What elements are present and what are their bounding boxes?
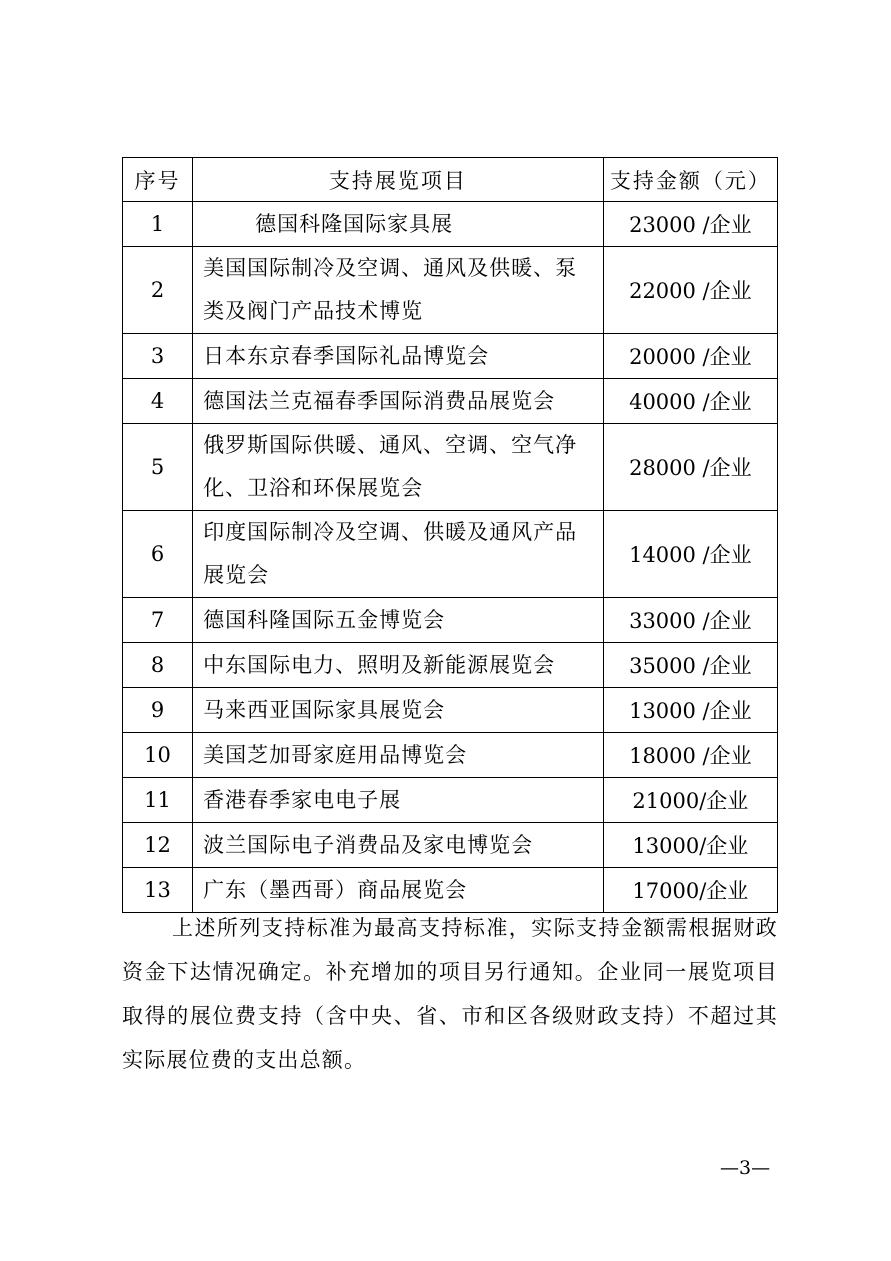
- support-amount: 40000 /企业: [603, 379, 777, 424]
- support-amount: 21000/企业: [603, 778, 777, 823]
- table-row: [123, 334, 778, 379]
- project-name: 美国芝加哥家庭用品博览会: [193, 733, 604, 778]
- table-row: [123, 202, 778, 247]
- table-row: [123, 424, 778, 511]
- support-amount: 14000 /企业: [603, 511, 777, 598]
- table-row: [123, 511, 778, 598]
- row-number: 7: [123, 598, 193, 643]
- row-number: 8: [123, 643, 193, 688]
- explanatory-note: 上述所列支持标准为最高支持标准，实际支持金额需根据财政资金下达情况确定。补充增加的项目另行通知。企业同一展览项目取得的展位费支持（含中央、省、市和区各级财政支持）不超过其实际展位费的支出总额。: [122, 916, 778, 1072]
- table-row: [123, 823, 778, 868]
- support-amount: 18000 /企业: [603, 733, 777, 778]
- row-number: 4: [123, 379, 193, 424]
- row-number: 10: [123, 733, 193, 778]
- table-row: [123, 688, 778, 733]
- support-amount: 17000/企业: [603, 868, 777, 913]
- project-name: 马来西亚国际家具展览会: [193, 688, 604, 733]
- table-row: [123, 247, 778, 334]
- support-amount: 33000 /企业: [603, 598, 777, 643]
- row-number: 5: [123, 424, 193, 511]
- support-amount: 13000/企业: [603, 823, 777, 868]
- project-name: 德国科隆国际五金博览会: [193, 598, 604, 643]
- support-amount: 35000 /企业: [603, 643, 777, 688]
- support-amount: 20000 /企业: [603, 334, 777, 379]
- table-row: [123, 643, 778, 688]
- support-table: [122, 157, 778, 913]
- row-number: 13: [123, 868, 193, 913]
- row-number: 3: [123, 334, 193, 379]
- header-project: 支持展览项目: [193, 158, 604, 202]
- header-no: 序号: [123, 158, 193, 202]
- project-name: 美国国际制冷及空调、通风及供暖、泵类及阀门产品技术博览: [193, 247, 604, 334]
- row-number: 12: [123, 823, 193, 868]
- project-name: 波兰国际电子消费品及家电博览会: [193, 823, 604, 868]
- page-number: —3—: [720, 1157, 771, 1179]
- table-row: [123, 379, 778, 424]
- row-number: 1: [123, 202, 193, 247]
- row-number: 11: [123, 778, 193, 823]
- support-amount: 28000 /企业: [603, 424, 777, 511]
- project-name: 印度国际制冷及空调、供暖及通风产品展览会: [193, 511, 604, 598]
- row-number: 9: [123, 688, 193, 733]
- table-header-row: [123, 158, 778, 202]
- support-amount: 13000 /企业: [603, 688, 777, 733]
- header-amount: 支持金额（元）: [603, 158, 777, 202]
- project-name: 日本东京春季国际礼品博览会: [193, 334, 604, 379]
- support-amount: 23000 /企业: [603, 202, 777, 247]
- row-number: 2: [123, 247, 193, 334]
- project-name: 中东国际电力、照明及新能源展览会: [193, 643, 604, 688]
- project-name: 俄罗斯国际供暖、通风、空调、空气净化、卫浴和环保展览会: [193, 424, 604, 511]
- support-amount: 22000 /企业: [603, 247, 777, 334]
- project-name: 香港春季家电电子展: [193, 778, 604, 823]
- row-number: 6: [123, 511, 193, 598]
- table-row: [123, 733, 778, 778]
- project-name: 广东（墨西哥）商品展览会: [193, 868, 604, 913]
- table-row: [123, 598, 778, 643]
- project-name: 德国科隆国际家具展: [193, 202, 604, 247]
- project-name: 德国法兰克福春季国际消费品展览会: [193, 379, 604, 424]
- table-row: [123, 778, 778, 823]
